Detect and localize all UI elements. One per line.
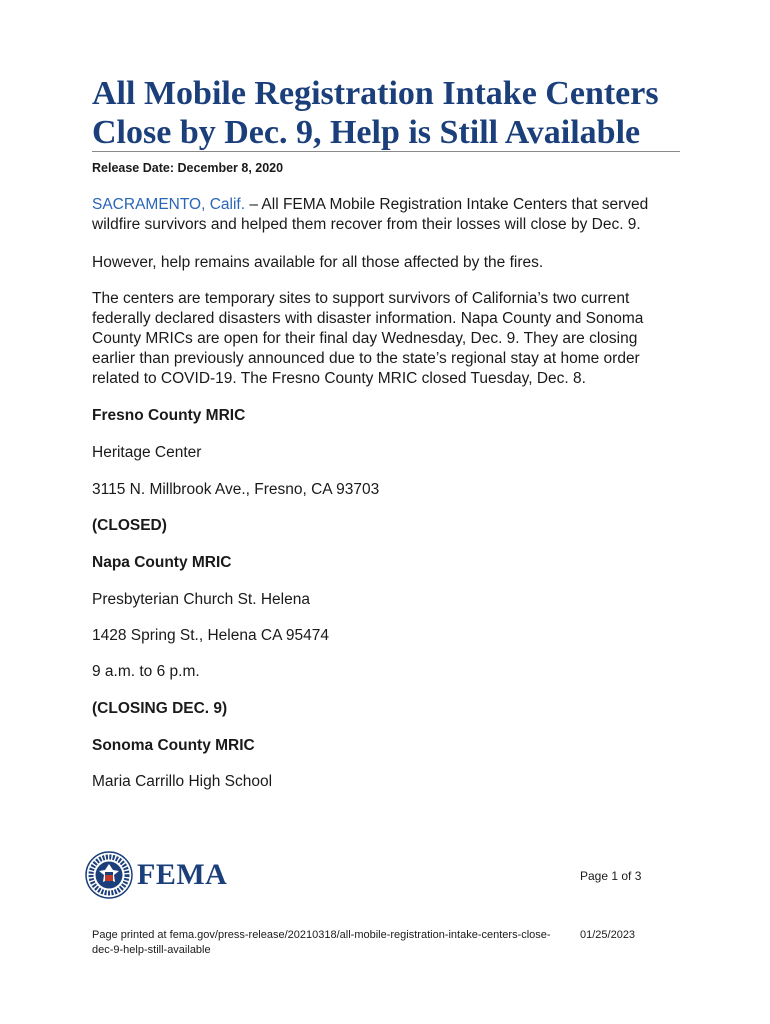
sonoma-site: Maria Carrillo High School <box>92 773 273 790</box>
paragraph-centers: The centers are temporary sites to support survivors of California’s two current federally declared disasters with disaster information. Napa County and Sonoma County MRICs are open for their final day Wednesday, Dec. 9. They are closing earlier than previously announced due to the state’s regional stay at home order related to COVID-19. The Fresno County MRIC closed Tuesday, Dec. 8. <box>92 290 644 387</box>
intro-text: – All FEMA Mobile Registration Intake Centers that served wildfire survivors and helped them recover from their losses will close by Dec. 9. <box>92 196 649 233</box>
paragraph-help: However, help remains available for all those affected by the fires. <box>92 254 544 271</box>
dateline: SACRAMENTO, Calif. <box>92 196 246 213</box>
fresno-site: Heritage Center <box>92 444 202 461</box>
fresno-address: 3115 N. Millbrook Ave., Fresno, CA 93703 <box>92 481 380 498</box>
fresno-heading: Fresno County MRIC <box>92 407 246 424</box>
title-divider <box>92 151 680 152</box>
dhs-seal-icon <box>85 851 133 899</box>
page-title: All Mobile Registration Intake Centers Close by Dec. 9, Help is Still Available <box>92 75 659 151</box>
page-number: Page 1 of 3 <box>580 869 642 883</box>
release-date: Release Date: December 8, 2020 <box>92 161 284 175</box>
fema-logo: FEMA <box>137 858 228 891</box>
napa-address: 1428 Spring St., Helena CA 95474 <box>92 627 329 644</box>
printed-date: 01/25/2023 <box>580 929 636 941</box>
sonoma-heading: Sonoma County MRIC <box>92 737 255 754</box>
fresno-status: (CLOSED) <box>92 517 167 534</box>
napa-site: Presbyterian Church St. Helena <box>92 591 310 608</box>
printed-url: Page printed at fema.gov/press-release/20210318/all-mobile-registration-intake-centers-close-dec-9-help-still-available <box>92 929 551 956</box>
intro-paragraph <box>92 195 677 235</box>
napa-hours: 9 a.m. to 6 p.m. <box>92 663 200 680</box>
napa-heading: Napa County MRIC <box>92 554 232 571</box>
napa-status: (CLOSING DEC. 9) <box>92 700 228 717</box>
